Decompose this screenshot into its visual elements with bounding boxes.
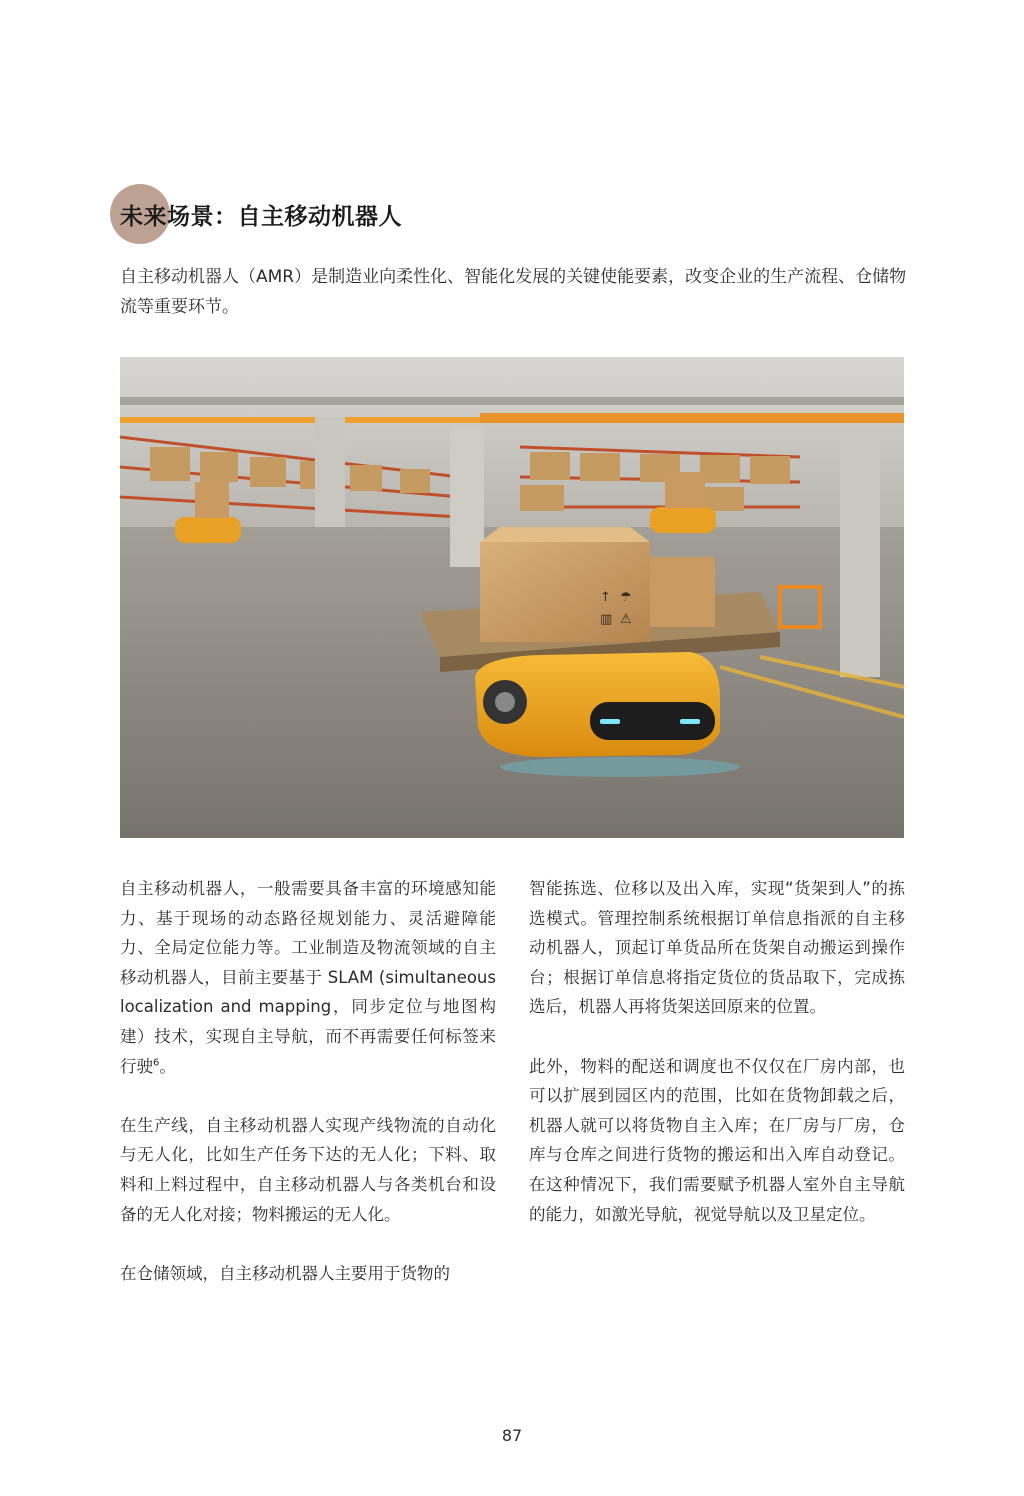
box-label-up: ↑ [600, 590, 611, 605]
footnote-ref[interactable]: 6 [153, 1057, 160, 1069]
box-label-fragile: ⚠ [620, 612, 632, 627]
left-paragraph-3: 在仓储领域，自主移动机器人主要用于货物的 [120, 1263, 450, 1283]
left-paragraph-2: 在生产线，自主移动机器人实现产线物流的自动化与无人化，比如生产任务下达的无人化；下料、取料和上料过程中，自主移动机器人与各类机台和设备的无人化对接；物料搬运的无人化。 [120, 1115, 496, 1224]
left-column [120, 874, 496, 1318]
section-heading [110, 184, 710, 246]
box-label-stack: ▥ [600, 612, 613, 627]
page-title: 未来场景：自主移动机器人 [120, 204, 402, 230]
right-column [529, 874, 905, 1259]
amr-warehouse-illustration [120, 357, 904, 838]
left-paragraph-1: 自主移动机器人，一般需要具备丰富的环境感知能力、基于现场的动态路径规划能力、灵活避障能力、全局定位能力等。工业制造及物流领域的自主移动机器人，目前主要基于 SLAM (simultaneous localization and mapping，同步定位与地图构建）技术，实现自主导航，而不再需要任何标签来行驶$^6$。 [120, 879, 496, 1076]
intro-paragraph: 自主移动机器人（AMR）是制造业向柔性化、智能化发展的关键使能要素，改变企业的生产流程、仓储物流等重要环节。 [120, 267, 907, 317]
page-number: 87 [501, 1426, 523, 1445]
right-paragraph-1: 智能拣选、位移以及出入库，实现“货架到人”的拣选模式。管理控制系统根据订单信息指派的自主移动机器人，顶起订单货品所在货架自动搬运到操作台；根据订单信息将指定货位的货品取下，完成拣选后，机器人再将货架送回原来的位置。 [529, 879, 905, 1017]
box-label-umbrella: ☂ [620, 590, 632, 605]
right-paragraph-2: 此外，物料的配送和调度也不仅仅在厂房内部，也可以扩展到园区内的范围，比如在货物卸载之后，机器人就可以将货物自主入库；在厂房与厂房，仓库与仓库之间进行货物的搬运和出入库自动登记。在这种情况下，我们需要赋予机器人室外自主导航的能力，如激光导航，视觉导航以及卫星定位。 [529, 1056, 905, 1224]
